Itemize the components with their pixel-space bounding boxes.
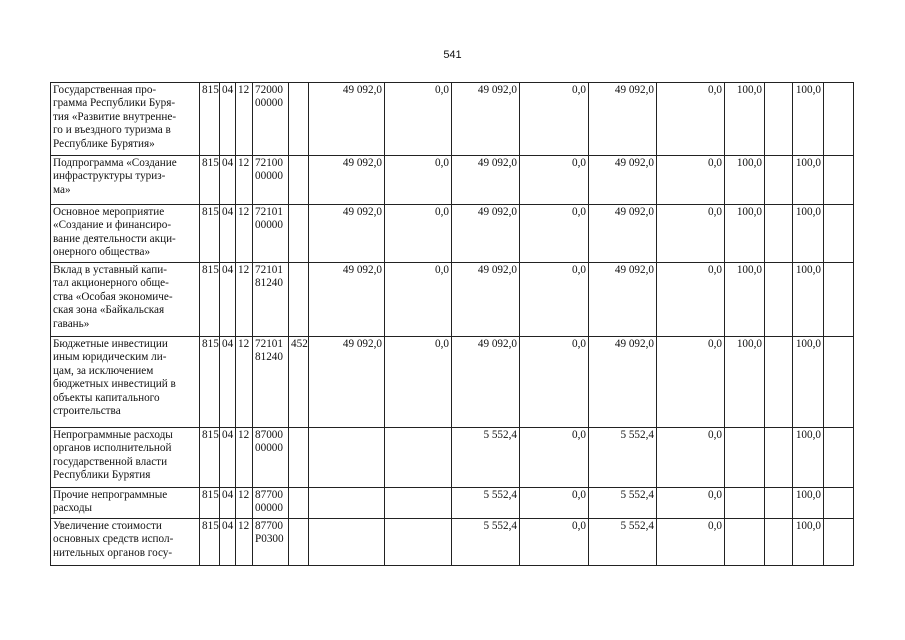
cell-amended-amount: 49 092,0 (451, 155, 519, 204)
cell-percent-total (724, 427, 764, 487)
cell-notes (823, 336, 853, 427)
cell-percent-blank (764, 427, 792, 487)
cell-section: 04 (219, 427, 235, 487)
cell-notes (823, 487, 853, 518)
cell-approved-federal (384, 518, 451, 565)
cell-chapter: 815 (199, 82, 219, 155)
cell-description: Увеличение стоимости основных средств испол- нительных органов госу- (50, 518, 199, 565)
cell-target-code: 72101 81240 (252, 262, 288, 336)
cell-expense-type (288, 487, 308, 518)
cell-notes (823, 262, 853, 336)
cell-percent-total: 100,0 (724, 336, 764, 427)
cell-target-code: 87000 00000 (252, 427, 288, 487)
cell-description: Прочие непрограммные расходы (50, 487, 199, 518)
cell-notes (823, 204, 853, 262)
cell-executed-amount: 49 092,0 (588, 336, 656, 427)
page-number: 541 (443, 49, 462, 61)
cell-percent-blank (764, 518, 792, 565)
cell-subsection: 12 (235, 336, 252, 427)
cell-subsection: 12 (235, 487, 252, 518)
cell-amended-federal: 0,0 (519, 262, 588, 336)
cell-executed-federal: 0,0 (656, 336, 724, 427)
cell-section: 04 (219, 487, 235, 518)
cell-amended-amount: 49 092,0 (451, 204, 519, 262)
cell-percent-executed: 100,0 (792, 262, 823, 336)
cell-subsection: 12 (235, 204, 252, 262)
table-bottom-border (50, 565, 854, 566)
cell-section: 04 (219, 262, 235, 336)
cell-approved-amount: 49 092,0 (308, 155, 384, 204)
cell-percent-executed: 100,0 (792, 487, 823, 518)
cell-target-code: 72101 81240 (252, 336, 288, 427)
cell-expense-type (288, 155, 308, 204)
cell-notes (823, 518, 853, 565)
cell-section: 04 (219, 336, 235, 427)
cell-expense-type (288, 204, 308, 262)
cell-subsection: 12 (235, 518, 252, 565)
cell-approved-federal (384, 487, 451, 518)
cell-percent-total (724, 487, 764, 518)
cell-target-code: 72101 00000 (252, 204, 288, 262)
cell-percent-executed: 100,0 (792, 427, 823, 487)
cell-chapter: 815 (199, 487, 219, 518)
cell-approved-federal (384, 427, 451, 487)
cell-executed-federal: 0,0 (656, 262, 724, 336)
cell-description: Подпрограмма «Создание инфраструктуры туриз- ма» (50, 155, 199, 204)
cell-amended-amount: 5 552,4 (451, 487, 519, 518)
cell-approved-federal: 0,0 (384, 336, 451, 427)
cell-section: 04 (219, 82, 235, 155)
cell-target-code: 72100 00000 (252, 155, 288, 204)
cell-amended-federal: 0,0 (519, 487, 588, 518)
cell-executed-amount: 5 552,4 (588, 518, 656, 565)
cell-amended-amount: 5 552,4 (451, 427, 519, 487)
cell-description: Основное мероприятие «Создание и финансиро- вание деятельности акци- онерного общества» (50, 204, 199, 262)
cell-percent-total: 100,0 (724, 262, 764, 336)
cell-executed-federal: 0,0 (656, 487, 724, 518)
cell-approved-amount: 49 092,0 (308, 204, 384, 262)
cell-amended-federal: 0,0 (519, 518, 588, 565)
cell-amended-federal: 0,0 (519, 204, 588, 262)
cell-percent-executed: 100,0 (792, 336, 823, 427)
cell-notes (823, 82, 853, 155)
cell-section: 04 (219, 155, 235, 204)
cell-executed-federal: 0,0 (656, 82, 724, 155)
table-right-border (853, 82, 854, 565)
cell-approved-amount (308, 518, 384, 565)
cell-approved-federal: 0,0 (384, 204, 451, 262)
cell-executed-federal: 0,0 (656, 155, 724, 204)
cell-chapter: 815 (199, 155, 219, 204)
cell-chapter: 815 (199, 262, 219, 336)
cell-notes (823, 155, 853, 204)
cell-executed-amount: 5 552,4 (588, 487, 656, 518)
cell-expense-type: 452 (288, 336, 308, 427)
cell-subsection: 12 (235, 155, 252, 204)
cell-expense-type (288, 262, 308, 336)
cell-amended-federal: 0,0 (519, 82, 588, 155)
cell-approved-amount: 49 092,0 (308, 262, 384, 336)
cell-executed-federal: 0,0 (656, 204, 724, 262)
cell-percent-executed: 100,0 (792, 518, 823, 565)
cell-amended-federal: 0,0 (519, 155, 588, 204)
cell-amended-amount: 5 552,4 (451, 518, 519, 565)
cell-expense-type (288, 427, 308, 487)
cell-description: Непрограммные расходы органов исполнительной государственной власти Республики Бурятия (50, 427, 199, 487)
cell-percent-blank (764, 204, 792, 262)
cell-approved-federal: 0,0 (384, 155, 451, 204)
cell-target-code: 87700 00000 (252, 487, 288, 518)
cell-chapter: 815 (199, 518, 219, 565)
cell-approved-federal: 0,0 (384, 82, 451, 155)
cell-percent-blank (764, 336, 792, 427)
cell-executed-federal: 0,0 (656, 518, 724, 565)
cell-percent-total (724, 518, 764, 565)
cell-expense-type (288, 518, 308, 565)
cell-amended-federal: 0,0 (519, 427, 588, 487)
cell-description: Вклад в уставный капи- тал акционерного обще- ства «Особая экономиче- ская зона «Байкальская гавань» (50, 262, 199, 336)
cell-description: Государственная про- грамма Республики Буря- тия «Развитие внутренне- го и въездного туризма в Республике Бурятия» (50, 82, 199, 155)
cell-executed-federal: 0,0 (656, 427, 724, 487)
cell-amended-amount: 49 092,0 (451, 82, 519, 155)
cell-percent-executed: 100,0 (792, 155, 823, 204)
cell-percent-total: 100,0 (724, 155, 764, 204)
cell-amended-amount: 49 092,0 (451, 336, 519, 427)
cell-amended-amount: 49 092,0 (451, 262, 519, 336)
cell-approved-amount: 49 092,0 (308, 336, 384, 427)
cell-executed-amount: 49 092,0 (588, 262, 656, 336)
cell-percent-blank (764, 155, 792, 204)
cell-executed-amount: 5 552,4 (588, 427, 656, 487)
cell-expense-type (288, 82, 308, 155)
cell-percent-blank (764, 82, 792, 155)
cell-executed-amount: 49 092,0 (588, 155, 656, 204)
cell-percent-executed: 100,0 (792, 204, 823, 262)
cell-approved-federal: 0,0 (384, 262, 451, 336)
cell-amended-federal: 0,0 (519, 336, 588, 427)
cell-target-code: 72000 00000 (252, 82, 288, 155)
cell-approved-amount: 49 092,0 (308, 82, 384, 155)
cell-percent-executed: 100,0 (792, 82, 823, 155)
cell-description: Бюджетные инвестиции иным юридическим ли- цам, за исключением бюджетных инвестиций в объекты капитального строительства (50, 336, 199, 427)
cell-percent-total: 100,0 (724, 82, 764, 155)
cell-subsection: 12 (235, 82, 252, 155)
cell-executed-amount: 49 092,0 (588, 82, 656, 155)
cell-subsection: 12 (235, 262, 252, 336)
cell-notes (823, 427, 853, 487)
cell-chapter: 815 (199, 336, 219, 427)
cell-approved-amount (308, 487, 384, 518)
cell-percent-blank (764, 487, 792, 518)
cell-section: 04 (219, 204, 235, 262)
cell-chapter: 815 (199, 204, 219, 262)
cell-chapter: 815 (199, 427, 219, 487)
cell-percent-blank (764, 262, 792, 336)
cell-section: 04 (219, 518, 235, 565)
cell-executed-amount: 49 092,0 (588, 204, 656, 262)
cell-target-code: 87700 P0300 (252, 518, 288, 565)
cell-percent-total: 100,0 (724, 204, 764, 262)
cell-approved-amount (308, 427, 384, 487)
cell-subsection: 12 (235, 427, 252, 487)
